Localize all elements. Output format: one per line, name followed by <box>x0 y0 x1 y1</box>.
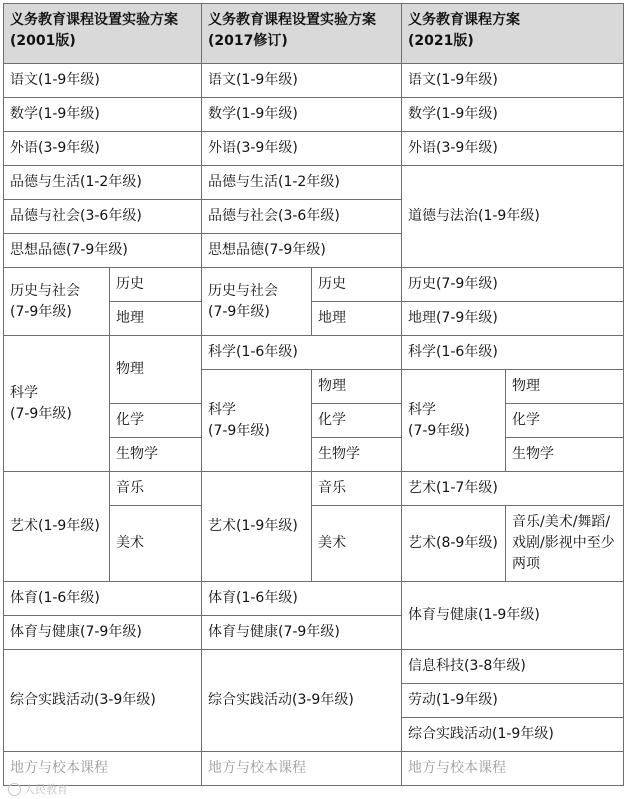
watermark-text: 人民教育 <box>24 783 68 796</box>
cell-2017-fine-arts: 美术 <box>312 506 402 582</box>
cell-2001-physics: 物理 <box>110 336 202 404</box>
cell-2017-physics: 物理 <box>312 370 402 404</box>
cell-2017-local: 地方与校本课程 <box>202 752 402 786</box>
cell-2017-morality-society: 品德与社会(3-6年级) <box>202 200 402 234</box>
cell-2001-practice: 综合实践活动(3-9年级) <box>4 650 202 752</box>
cell-2021-morality-law: 道德与法治(1-9年级) <box>402 166 624 268</box>
cell-2001-fine-arts: 美术 <box>110 506 202 582</box>
cell-2021-arts-primary: 艺术(1-7年级) <box>402 472 624 506</box>
cell-2001-morality-society: 品德与社会(3-6年级) <box>4 200 202 234</box>
cell-2021-science-primary: 科学(1-6年级) <box>402 336 624 370</box>
cell-2021-labor: 劳动(1-9年级) <box>402 684 624 718</box>
cell-2001-pe: 体育(1-6年级) <box>4 582 202 616</box>
cell-2017-geography: 地理 <box>312 302 402 336</box>
cell-2017-ideology: 思想品德(7-9年级) <box>202 234 402 268</box>
cell-2021-arts-choice: 音乐/美术/舞蹈/戏剧/影视中至少两项 <box>506 506 624 582</box>
cell-2021-geography: 地理(7-9年级) <box>402 302 624 336</box>
cell-2017-science-primary: 科学(1-6年级) <box>202 336 402 370</box>
cell-2017-history-society: 历史与社会 (7-9年级) <box>202 268 312 336</box>
cell-2017-pe-health: 体育与健康(7-9年级) <box>202 616 402 650</box>
curriculum-comparison-table <box>3 3 624 786</box>
cell-2021-physics: 物理 <box>506 370 624 404</box>
cell-2021-chinese: 语文(1-9年级) <box>402 64 624 98</box>
header-2001: 义务教育课程设置实验方案 (2001版) <box>4 4 202 64</box>
cell-2017-math: 数学(1-9年级) <box>202 98 402 132</box>
cell-2001-morality-life: 品德与生活(1-2年级) <box>4 166 202 200</box>
header-2021: 义务教育课程方案 (2021版) <box>402 4 624 64</box>
cell-2001-geography: 地理 <box>110 302 202 336</box>
cell-2021-biology: 生物学 <box>506 438 624 472</box>
cell-2017-arts: 艺术(1-9年级) <box>202 472 312 582</box>
cell-2001-foreign: 外语(3-9年级) <box>4 132 202 166</box>
cell-2001-biology: 生物学 <box>110 438 202 472</box>
cell-2001-chinese: 语文(1-9年级) <box>4 64 202 98</box>
cell-2021-science: 科学 (7-9年级) <box>402 370 506 472</box>
watermark-logo-icon <box>8 783 21 796</box>
cell-2021-local: 地方与校本课程 <box>402 752 624 786</box>
cell-2017-pe: 体育(1-6年级) <box>202 582 402 616</box>
cell-2017-chemistry: 化学 <box>312 404 402 438</box>
cell-2017-science: 科学 (7-9年级) <box>202 370 312 472</box>
cell-2021-history: 历史(7-9年级) <box>402 268 624 302</box>
cell-2001-history: 历史 <box>110 268 202 302</box>
cell-2021-math: 数学(1-9年级) <box>402 98 624 132</box>
cell-2017-foreign: 外语(3-9年级) <box>202 132 402 166</box>
cell-2017-morality-life: 品德与生活(1-2年级) <box>202 166 402 200</box>
header-2017: 义务教育课程设置实验方案 (2017修订) <box>202 4 402 64</box>
cell-2017-chinese: 语文(1-9年级) <box>202 64 402 98</box>
watermark <box>8 781 68 797</box>
cell-2021-practice: 综合实践活动(1-9年级) <box>402 718 624 752</box>
cell-2017-practice: 综合实践活动(3-9年级) <box>202 650 402 752</box>
cell-2001-pe-health: 体育与健康(7-9年级) <box>4 616 202 650</box>
cell-2001-ideology: 思想品德(7-9年级) <box>4 234 202 268</box>
cell-2021-pe-health: 体育与健康(1-9年级) <box>402 582 624 650</box>
cell-2017-history: 历史 <box>312 268 402 302</box>
cell-2001-music: 音乐 <box>110 472 202 506</box>
cell-2001-science: 科学 (7-9年级) <box>4 336 110 472</box>
cell-2021-arts-secondary: 艺术(8-9年级) <box>402 506 506 582</box>
cell-2017-biology: 生物学 <box>312 438 402 472</box>
cell-2021-foreign: 外语(3-9年级) <box>402 132 624 166</box>
cell-2001-local: 地方与校本课程 <box>4 752 202 786</box>
cell-2017-music: 音乐 <box>312 472 402 506</box>
cell-2001-math: 数学(1-9年级) <box>4 98 202 132</box>
cell-2001-history-society: 历史与社会 (7-9年级) <box>4 268 110 336</box>
cell-2021-it: 信息科技(3-8年级) <box>402 650 624 684</box>
cell-2001-chemistry: 化学 <box>110 404 202 438</box>
cell-2001-arts: 艺术(1-9年级) <box>4 472 110 582</box>
cell-2021-chemistry: 化学 <box>506 404 624 438</box>
